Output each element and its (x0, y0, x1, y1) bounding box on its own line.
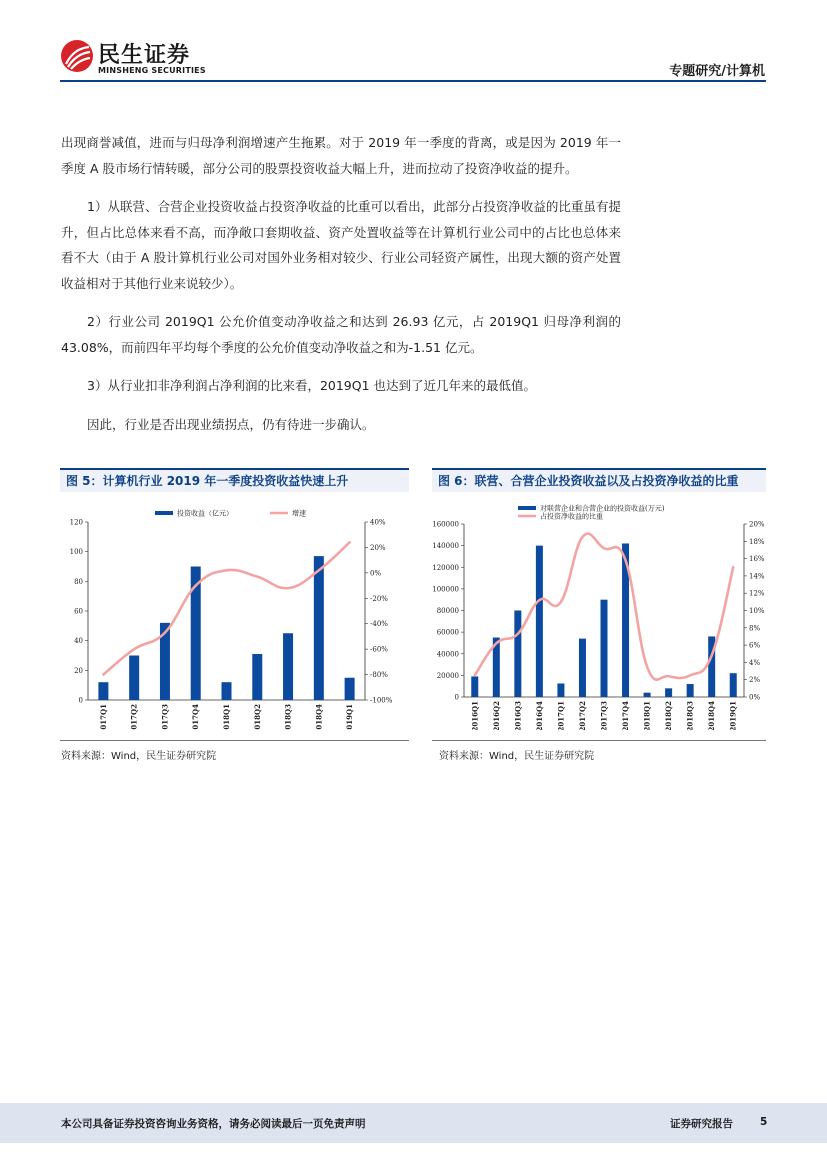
left-tick-label: 100000 (432, 585, 459, 594)
legend-line-label: 占投资净收益的比重 (540, 512, 603, 521)
legend-bar-label: 对联营企业和合营企业的投资收益(万元) (540, 504, 665, 513)
right-tick-label: 12% (749, 589, 765, 598)
right-tick-label: 18% (749, 537, 765, 546)
bar (665, 688, 672, 697)
bar (557, 683, 564, 697)
footer-disclaimer: 本公司具备证券投资咨询业务资格，请务必阅读最后一页免责声明 (61, 1118, 366, 1130)
bar (601, 600, 608, 697)
right-tick-label: 20% (370, 543, 386, 552)
right-tick-label: 14% (749, 572, 765, 581)
bar (252, 654, 262, 700)
bar (687, 684, 694, 697)
right-tick-label: 8% (749, 624, 761, 633)
left-tick-label: 140000 (432, 542, 459, 551)
legend-line-label: 增速 (292, 509, 306, 518)
page-number: 5 (760, 1116, 768, 1128)
x-tick-label: 2018Q1 (642, 701, 652, 730)
x-tick-label: 2017Q4 (621, 701, 631, 730)
left-tick-label: 60000 (436, 628, 459, 637)
right-tick-label: -100% (370, 696, 393, 705)
paragraph: 因此，行业是否出现业绩拐点，仍有待进一步确认。 (87, 416, 375, 432)
x-tick-label: 2017Q1 (98, 704, 108, 730)
left-tick-label: 20000 (436, 671, 459, 680)
legend-bar-swatch (155, 511, 173, 515)
x-tick-label: 2018Q3 (283, 704, 293, 730)
x-tick-label: 2018Q2 (252, 704, 262, 730)
x-tick-label: 2016Q4 (534, 701, 544, 730)
bar (222, 682, 232, 700)
x-tick-label: 2016Q1 (470, 701, 480, 730)
left-tick-label: 80000 (436, 607, 459, 615)
x-tick-label: 2016Q2 (491, 701, 501, 730)
bar (730, 673, 737, 697)
figure5-divider (60, 740, 409, 741)
bar (514, 611, 521, 698)
bar (536, 546, 543, 697)
x-tick-label: 2018Q4 (707, 701, 717, 730)
bar (471, 676, 478, 697)
legend-bar-label: 投资收益（亿元） (177, 509, 233, 518)
right-tick-label: 0% (749, 693, 761, 702)
figure5-chart (60, 500, 409, 730)
figure6-chart (432, 500, 766, 730)
left-tick-label: 100 (69, 548, 83, 557)
left-tick-label: 60 (74, 607, 83, 616)
body-text (61, 130, 621, 450)
x-tick-label: 2017Q1 (556, 701, 566, 730)
left-tick-label: 120 (69, 518, 83, 527)
right-tick-label: 2% (749, 676, 761, 685)
bar (579, 639, 586, 697)
paragraph: 出现商誉减值，进而与归母净利润增速产生拖累。对于 2019 年一季度的背离，或是因为 2019 年一季度 A 股市场行情转暖，部分公司的股票投资收益大幅上升，进而拉动了投资净收益的提升。 (61, 135, 621, 176)
bar (283, 633, 293, 700)
x-tick-label: 2019Q1 (345, 704, 355, 730)
figure6-source: 资料来源：Wind，民生证券研究院 (439, 751, 595, 762)
company-logo (60, 38, 220, 78)
right-tick-label: -60% (370, 645, 388, 654)
x-tick-label: 2017Q3 (599, 701, 609, 730)
paragraph: 2）行业公司 2019Q1 公允价值变动净收益之和达到 26.93 亿元，占 2019Q1 归母净利润的 43.08%，而前四年平均每个季度的公允价值变动净收益之和为-1.51 亿元。 (61, 314, 621, 355)
bar (345, 678, 355, 700)
report-category: 专题研究/计算机 (669, 64, 765, 79)
page-header (0, 0, 827, 80)
x-tick-label: 2016Q3 (513, 701, 523, 730)
left-tick-label: 20 (74, 666, 83, 675)
x-tick-label: 2019Q1 (728, 701, 738, 730)
figure6-divider (432, 740, 766, 741)
right-tick-label: 4% (749, 658, 761, 667)
right-tick-label: -20% (370, 594, 388, 603)
paragraph: 3）从行业扣非净利润占净利润的比来看，2019Q1 也达到了近几年来的最低值。 (87, 378, 537, 393)
bar (644, 693, 651, 697)
right-tick-label: 10% (749, 607, 765, 615)
right-tick-label: 20% (749, 520, 765, 529)
logo-mark-icon (60, 38, 94, 74)
right-tick-label: 6% (749, 641, 761, 650)
figure5-chart-svg (60, 500, 409, 730)
x-tick-label: 2018Q4 (314, 704, 324, 730)
x-tick-label: 2018Q2 (664, 701, 674, 730)
footer-report-label: 证券研究报告 (670, 1118, 733, 1130)
logo-english-name: MINSHENG SECURITIES (98, 66, 206, 75)
left-tick-label: 0 (454, 693, 459, 702)
left-tick-label: 0 (78, 696, 83, 705)
page-footer (0, 1103, 827, 1143)
x-tick-label: 2017Q2 (577, 701, 587, 730)
x-tick-label: 2018Q1 (222, 704, 231, 730)
right-tick-label: -40% (370, 620, 388, 629)
figure6-chart-svg (432, 500, 766, 730)
right-tick-label: 16% (749, 555, 765, 564)
bar (129, 656, 139, 701)
left-tick-label: 40 (74, 637, 83, 646)
right-tick-label: -80% (370, 671, 388, 680)
bar (314, 556, 324, 700)
logo-chinese-name: 民生证券 (98, 43, 191, 68)
legend-bar-swatch (518, 506, 536, 510)
left-tick-label: 40000 (436, 650, 459, 659)
x-tick-label: 2017Q3 (160, 704, 170, 730)
series-line (103, 542, 349, 674)
header-divider (60, 80, 766, 82)
right-tick-label: 0% (370, 569, 382, 578)
left-tick-label: 160000 (432, 520, 459, 529)
bar (98, 682, 108, 700)
figure5-source: 资料来源：Wind，民生证券研究院 (61, 751, 217, 762)
left-tick-label: 120000 (432, 563, 459, 572)
x-tick-label: 2018Q3 (685, 701, 695, 730)
x-tick-label: 2017Q2 (129, 704, 139, 730)
right-tick-label: 40% (370, 518, 386, 527)
figure6-title: 图 6：联营、合营企业投资收益以及占投资净收益的比重 (432, 468, 766, 492)
x-tick-label: 2017Q4 (191, 704, 201, 730)
figure5-title: 图 5：计算机行业 2019 年一季度投资收益快速上升 (60, 468, 409, 492)
paragraph: 1）从联营、合营企业投资收益占投资净收益的比重可以看出，此部分占投资净收益的比重虽有提升，但占比总体来看不高，而净敞口套期收益、资产处置收益等在计算机行业公司中的占比也总体来看不大（由于 A 股计算机行业公司对国外业务相对较少、行业公司轻资产属性，出现大额的资产处置收益相对于其他行业来说较少）。 (61, 199, 621, 291)
left-tick-label: 80 (74, 577, 83, 586)
